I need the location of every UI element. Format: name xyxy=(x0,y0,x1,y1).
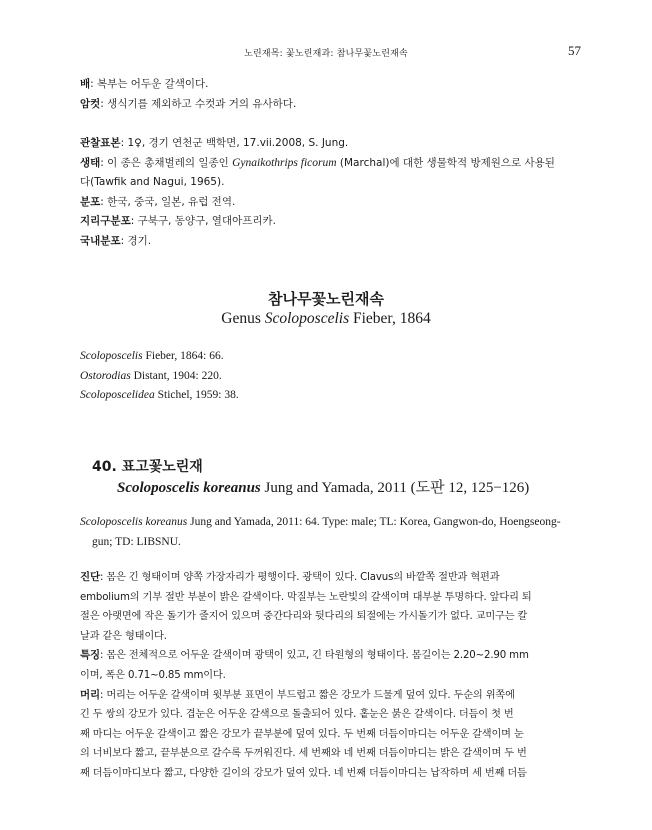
genus-heading-latin xyxy=(0,310,652,328)
geo-distribution-label: 지리구분포 xyxy=(80,215,131,227)
species-name: Scoloposcelis koreanus xyxy=(117,480,261,496)
head-line: 째 더듬이마디보다 짧고, 다양한 길이의 강모가 덮여 있다. 네 번째 더듬이마디는 납작하며 세 번째 더듬 xyxy=(80,767,527,779)
species-description xyxy=(80,568,584,784)
feature-line: 이며, 폭은 0.71~0.85 mm이다. xyxy=(80,669,226,681)
ecology-species: Gynaikothrips ficorum xyxy=(232,156,337,169)
running-header xyxy=(0,43,652,60)
head-text: : 머리는 어두운 갈색이며 윗부분 표면이 부드럽고 짧은 강모가 드물게 덮여 있다. 두순의 위쪽에 xyxy=(100,689,515,701)
head-line xyxy=(80,686,584,706)
diagnosis-line: embolium의 기부 절반 부분이 밝은 갈색이다. 막질부는 노란빛의 갈색이며 대부분 투명하다. 앞다리 퇴 xyxy=(80,591,532,603)
abdomen-line xyxy=(80,74,584,94)
synonym-citation: Distant, 1904: 220. xyxy=(130,370,222,382)
species-reference xyxy=(80,512,584,552)
ecology-text-3: 다(Tawfik and Nagui, 1965). xyxy=(80,176,225,188)
diagnosis-line xyxy=(80,568,584,588)
genus-word: Genus xyxy=(221,310,265,327)
ecology-line xyxy=(80,154,584,174)
head-label: 머리 xyxy=(80,688,100,701)
synonym-citation: Fieber, 1864: 66. xyxy=(142,350,224,362)
feature-text: : 몸은 전체적으로 어두운 갈색이며 광택이 있고, 긴 타원형의 형태이다. 몸길이는 2.20~2.90 mm xyxy=(100,650,529,662)
abdomen-label: 배 xyxy=(80,78,91,90)
domestic-distribution-text: : 경기. xyxy=(120,234,152,247)
distribution-text: : 한국, 중국, 일본, 유럽 전역. xyxy=(100,195,236,208)
distribution-label: 분포 xyxy=(80,195,101,208)
running-title: 노린재목: 꽃노린재과: 참나무꽃노린재속 xyxy=(244,49,408,59)
female-label: 암컷 xyxy=(80,98,101,110)
ecology-text-2: (Marchal)에 대한 생물학적 방제원으로 사용된 xyxy=(336,156,555,169)
distribution-line xyxy=(80,193,584,213)
synonym-entry xyxy=(80,389,239,401)
page-number: 57 xyxy=(568,43,581,58)
diagnosis-line: 날과 같은 형태이다. xyxy=(80,630,167,642)
specimen-label: 관찰표본 xyxy=(80,137,121,149)
continued-description xyxy=(80,74,584,114)
synonym-name: Ostorodias xyxy=(80,370,131,382)
synonym-name: Scoloposcelis xyxy=(80,350,143,362)
genus-name: Scoloposcelis xyxy=(264,310,350,327)
reference-text-1: Jung and Yamada, 2011: 64. Type: male; TL: Korea, Gangwon-do, Hoengseong- xyxy=(187,516,561,528)
female-line xyxy=(80,94,584,114)
head-line: 긴 두 쌍의 강모가 있다. 겹눈은 어두운 갈색으로 돌출되어 있다. 홑눈은 붉은 갈색이다. 더듬이 첫 번 xyxy=(80,709,514,721)
reference-species: Scoloposcelis koreanus xyxy=(80,516,188,528)
specimen-line xyxy=(80,134,584,154)
species-author: Jung and Yamada, 2011 (도판 12, 125−126) xyxy=(260,480,530,496)
female-text: : 생식기를 제외하고 수컷과 거의 유사하다. xyxy=(100,98,297,110)
species-heading: 40. 표고꽃노린재 xyxy=(92,459,203,475)
ecology-line-2 xyxy=(80,173,584,193)
diagnosis-label: 진단 xyxy=(80,571,100,583)
reference-line-2: gun; TD: LIBSNU. xyxy=(92,536,181,548)
head-line: 의 너비보다 짧고, 끝부분으로 갈수록 두꺼워진다. 세 번째와 네 번째 더듬이마디는 밝은 갈색이며 두 번 xyxy=(80,748,527,760)
synonym-citation: Stichel, 1959: 38. xyxy=(154,389,239,401)
abdomen-text: : 복부는 어두운 갈색이다. xyxy=(90,78,209,90)
ecology-label: 생태 xyxy=(80,156,101,169)
diagnosis-line: 절은 아랫면에 작은 돌기가 줄지어 있으며 중간다리와 뒷다리의 퇴절에는 가시돌기가 없다. 교미구는 칼 xyxy=(80,611,528,623)
specimen-text: : 1♀, 경기 연천군 백학면, 17.vii.2008, S. Jung. xyxy=(120,137,349,149)
genus-heading-korean: 참나무꽃노린재속 xyxy=(268,290,384,308)
diagnosis-text: : 몸은 긴 형태이며 양쪽 가장자리가 평행이다. 광택이 있다. Clavus의 바깥쪽 절반과 혁편과 xyxy=(100,572,500,583)
synonym-entry xyxy=(80,350,224,362)
records-block xyxy=(80,134,584,251)
domestic-distribution-label: 국내분포 xyxy=(80,234,121,247)
species-full-name xyxy=(117,476,529,497)
feature-label: 특징 xyxy=(80,649,100,662)
feature-line xyxy=(80,646,584,666)
ecology-text-1: : 이 종은 총채벌레의 일종인 xyxy=(100,156,233,169)
reference-line-1 xyxy=(80,512,584,532)
synonym-entry xyxy=(80,370,222,382)
geo-distribution-text: : 구북구, 동양구, 열대아프리카. xyxy=(130,215,276,227)
head-line: 째 마디는 어두운 갈색이고 짧은 강모가 끝부분에 덮여 있다. 두 번째 더듬이마디는 어두운 갈색이며 눈 xyxy=(80,728,524,740)
geo-distribution-line xyxy=(80,212,584,232)
synonym-name: Scoloposcelidea xyxy=(80,389,155,401)
genus-author: Fieber, 1864 xyxy=(349,310,431,327)
domestic-distribution-line xyxy=(80,232,584,252)
